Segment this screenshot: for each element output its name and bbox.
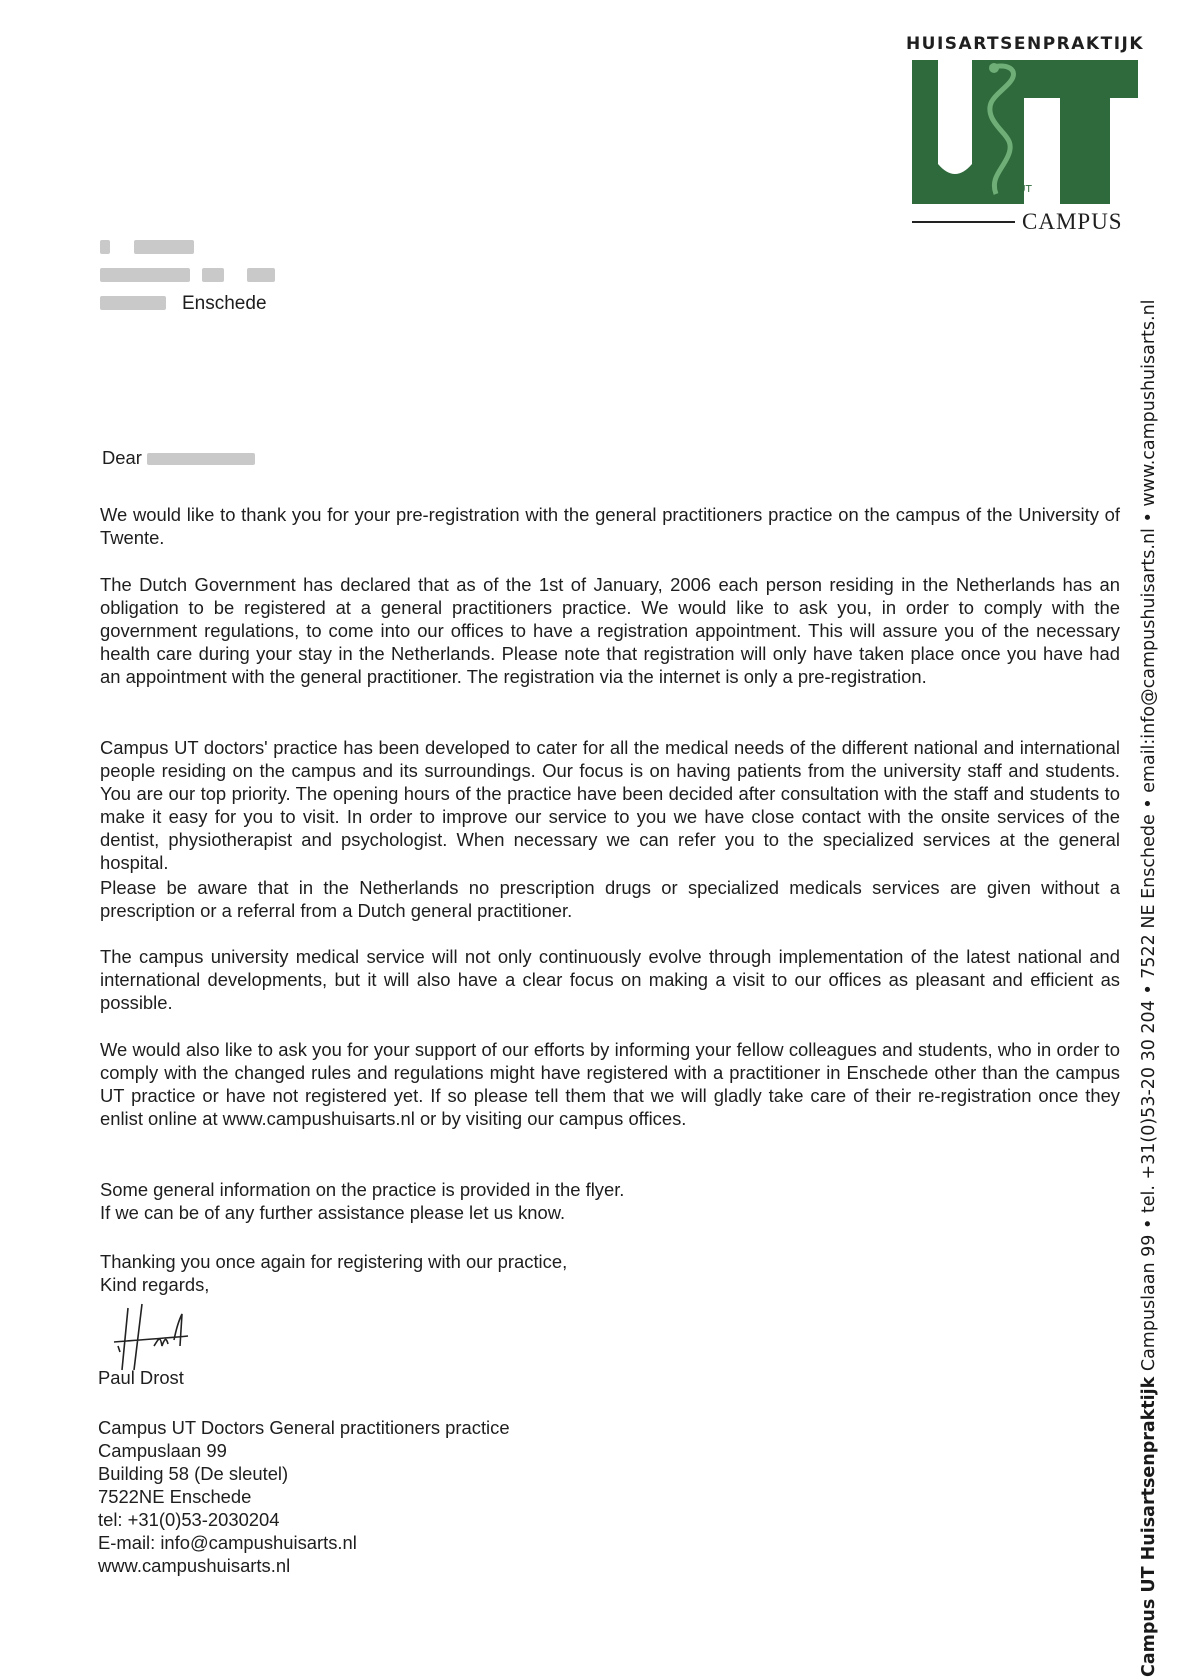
recipient-address <box>100 238 275 322</box>
paragraph-7: Some general information on the practice is provided in the flyer. If we can be of any further assistance please let us know. <box>100 1179 625 1223</box>
signer-name: Paul Drost <box>98 1367 184 1388</box>
logo-top-text: HUISARTSENPRAKTIJK <box>905 34 1145 54</box>
paragraph-6: We would also like to ask you for your support of our efforts by informing your fellow colleagues and students, who in order to comply with the changed rules and regulations might have registered with a practitioner in Enschede other than the campus UT practice or have not registered yet. If so please tell them that we will gladly take care of their re-registration once they enlist online at www.campushuisarts.nl or by visiting our campus offices. <box>100 1039 1120 1129</box>
address-line-1 <box>100 238 275 266</box>
salutation-text: Dear <box>102 447 142 468</box>
paragraph-3: Campus UT doctors' practice has been developed to cater for all the medical needs of the different national and international people residing on the campus and its surroundings. Our focus is on having patients from the university staff and students. You are our top priority. The opening hours of the practice have been decided after consultation with the staff and students to make it easy for you to visit. In order to improve our service to you we have close contact with the onsite services of the dentist, physiotherapist and psychologist. When necessary we can refer you to the specialized services at the general hospital. <box>100 737 1120 873</box>
paragraph-2: The Dutch Government has declared that as of the 1st of January, 2006 each person residing in the Netherlands has an obligation to be registered at a general practitioners practice. We would like to ask you, in order to comply with the government regulations, to come into our offices to have a registration appointment. This will assure you of the necessary health care during your stay in the Netherlands. Please note that registration will only have taken place once you have had an appointment with the general practitioner. The registration via the internet is only a pre-registration. <box>100 574 1120 687</box>
closing: Thanking you once again for registering with our practice, Kind regards, <box>100 1251 568 1295</box>
sender-line-1: Campus UT Doctors General practitioners practice <box>98 1417 510 1438</box>
recipient-city: Enschede <box>182 293 267 314</box>
vertical-footer <box>1135 287 1163 1677</box>
salutation <box>102 447 255 469</box>
sender-email: E-mail: info@campushuisarts.nl <box>98 1532 357 1553</box>
sender-website: www.campushuisarts.nl <box>98 1555 291 1576</box>
vertical-footer-contact: Campuslaan 99 • tel. +31(0)53-20 30 204 • 7522 NE Enschede • email:info@campushuisarts.nl • www.campushuisarts.nl <box>1139 299 1159 1377</box>
sender-line-2: Campuslaan 99 <box>98 1440 227 1461</box>
sender-phone: tel: +31(0)53-2030204 <box>98 1509 280 1530</box>
paragraph-4: Please be aware that in the Netherlands no prescription drugs or specialized medicals services are given without a prescription or a referral from a Dutch general practitioner. <box>100 877 1120 921</box>
redacted-name <box>147 453 255 465</box>
logo-mark-text: UT <box>1018 184 1032 195</box>
address-line-3 <box>100 294 275 322</box>
sender-address <box>98 1416 510 1577</box>
address-line-2 <box>100 266 275 294</box>
logo-bottom-text: CAMPUS <box>1022 209 1123 234</box>
handwritten-signature <box>108 1300 198 1372</box>
sender-line-3: Building 58 (De sleutel) <box>98 1463 289 1484</box>
practice-logo <box>900 34 1150 234</box>
paragraph-5: The campus university medical service will not only continuously evolve through implementation of the latest national and international developments, but it will also have a clear focus on making a visit to our offices as pleasant and efficient as possible. <box>100 946 1120 1013</box>
logo-divider <box>912 221 1015 223</box>
sender-line-4: 7522NE Enschede <box>98 1486 252 1507</box>
logo-ut-mark <box>912 60 1138 204</box>
vertical-footer-brand: Campus UT Huisartsenpraktijk <box>1139 1376 1159 1677</box>
paragraph-1: We would like to thank you for your pre-registration with the general practitioners practice on the campus of the University of Twente. <box>100 504 1120 548</box>
